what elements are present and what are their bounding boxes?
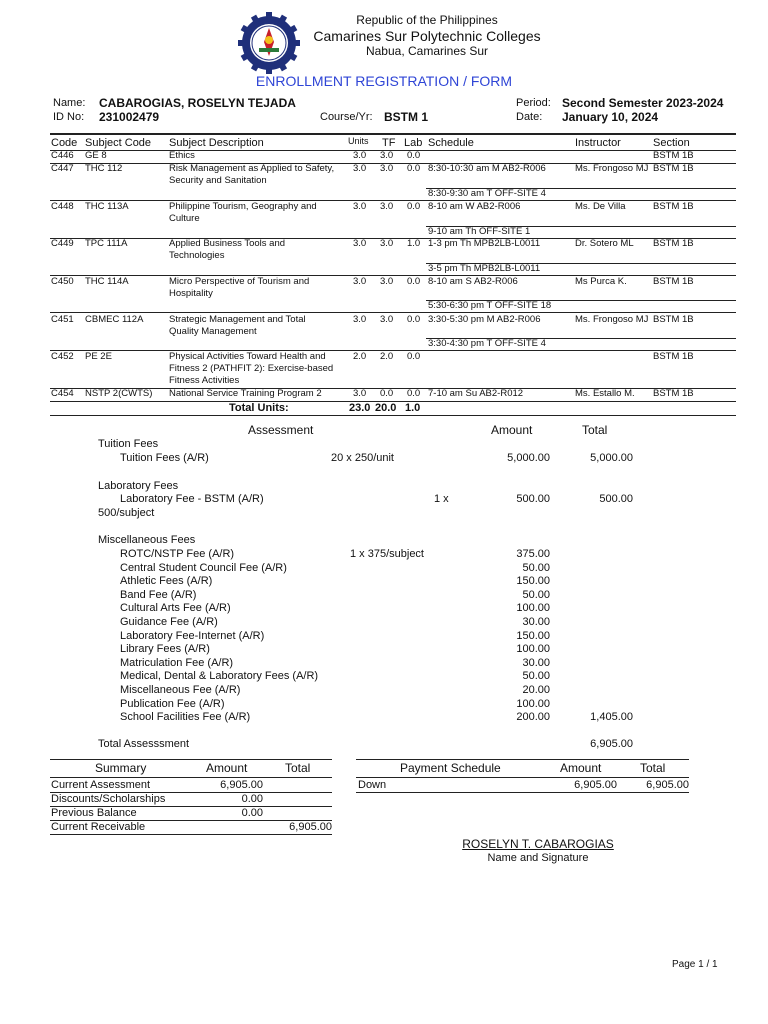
summary-total-heading: Total	[285, 761, 311, 775]
misc-fee-label: Band Fee (A/R)	[120, 589, 197, 601]
col-tf: TF	[382, 137, 396, 149]
id-label: ID No:	[53, 111, 85, 123]
tuition-rate: 20 x 250/unit	[331, 452, 394, 464]
total-lab-value: 1.0	[405, 402, 421, 414]
misc-fee-amount: 30.00	[522, 657, 550, 669]
lab-group: Laboratory Fees	[98, 480, 179, 492]
row-subject-code: THC 114A	[85, 276, 129, 287]
row-code: C452	[51, 351, 74, 362]
row-code: C448	[51, 201, 74, 212]
row-description: Applied Business Tools and	[169, 238, 286, 249]
misc-fee-label: Library Fees (A/R)	[120, 643, 210, 655]
row-instructor: Ms. Frongoso MJ	[575, 163, 649, 174]
lab-rate-unit: 500/subject	[98, 507, 155, 519]
row-tf: 3.0	[380, 276, 394, 287]
college-seal-logo	[238, 12, 300, 74]
summary-bottom-rule	[50, 834, 332, 835]
misc-fee-amount: 150.00	[516, 575, 550, 587]
row-section: BSTM 1B	[653, 163, 694, 174]
summary-row-amount: 0.00	[241, 807, 263, 819]
row-divider	[50, 312, 736, 313]
row-lab: 0.0	[407, 163, 421, 174]
payment-total-heading: Total	[640, 761, 666, 775]
row-description: Micro Perspective of Tourism and	[169, 276, 310, 287]
row-lab: 0.0	[407, 388, 421, 399]
row-tf: 2.0	[380, 351, 394, 362]
payment-bottom-rule	[356, 792, 689, 793]
date-label: Date:	[516, 111, 543, 123]
row-schedule: 8:30-10:30 am M AB2-R006	[428, 163, 546, 174]
lab-total: 500.00	[599, 493, 633, 505]
row-instructor: Ms Purca K.	[575, 276, 627, 287]
row-instructor: Ms. Estallo M.	[575, 388, 635, 399]
row-units: 3.0	[353, 238, 367, 249]
row-code: C450	[51, 276, 74, 287]
misc-fee-amount: 50.00	[522, 670, 550, 682]
form-title: ENROLLMENT REGISTRATION / FORM	[255, 73, 513, 89]
total-units-label: Total Units:	[229, 402, 289, 414]
row-code: C454	[51, 388, 74, 399]
table-top-rule	[50, 133, 736, 135]
row-description: National Service Training Program 2	[169, 388, 322, 399]
misc-fee-amount: 100.00	[516, 643, 550, 655]
tuition-total: 5,000.00	[590, 452, 633, 464]
row-divider	[50, 275, 736, 276]
row-schedule: 3:30-5:30 pm M AB2-R006	[428, 314, 541, 325]
misc-group: Miscellaneous Fees	[98, 534, 196, 546]
misc-fee-label: School Facilities Fee (A/R)	[120, 711, 251, 723]
summary-row-label: Previous Balance	[51, 807, 137, 819]
payment-row-amount: 6,905.00	[574, 779, 617, 791]
row-units: 2.0	[353, 351, 367, 362]
row-divider	[50, 200, 736, 201]
col-schedule: Schedule	[428, 137, 474, 149]
lab-item: Laboratory Fee - BSTM (A/R)	[120, 493, 264, 505]
row-schedule: 8-10 am S AB2-R006	[428, 276, 518, 287]
row-description: Risk Management as Applied to Safety,	[169, 163, 335, 174]
misc-fee-label: Medical, Dental & Laboratory Fees (A/R)	[120, 670, 319, 682]
assessment-total-heading: Total	[582, 423, 608, 437]
payment-heading: Payment Schedule	[400, 761, 501, 775]
row-description-cont: Security and Sanitation	[169, 175, 267, 186]
misc-fee-amount: 375.00	[516, 548, 550, 560]
course-label: Course/Yr:	[320, 111, 373, 123]
row-instructor: Ms. De Villa	[575, 201, 626, 212]
total-units-value: 23.0	[349, 402, 371, 414]
course-value: BSTM 1	[384, 110, 429, 124]
lab-amount: 500.00	[516, 493, 550, 505]
col-code: Code	[51, 137, 78, 149]
summary-row-label: Discounts/Scholarships	[51, 793, 166, 805]
misc-fee-label: Publication Fee (A/R)	[120, 698, 225, 710]
row-schedule-2: 3-5 pm Th MPB2LB-L0011	[428, 263, 541, 274]
row-description: Ethics	[169, 150, 195, 161]
row-divider	[50, 350, 736, 351]
col-instructor: Instructor	[575, 137, 621, 149]
total-assessment-label: Total Assesssment	[98, 738, 190, 750]
row-schedule-2: 3:30-4:30 pm T OFF-SITE 4	[428, 338, 546, 349]
row-code: C451	[51, 314, 74, 325]
row-description-cont: Fitness 2 (PATHFIT 2): Exercise-based	[169, 363, 334, 374]
row-tf: 3.0	[380, 201, 394, 212]
misc-fee-label: Central Student Council Fee (A/R)	[120, 562, 287, 574]
row-tf: 3.0	[380, 314, 394, 325]
misc-fee-amount: 20.00	[522, 684, 550, 696]
row-instructor: Dr. Sotero ML	[575, 238, 634, 249]
row-description-cont: Hospitality	[169, 288, 213, 299]
misc-fee-amount: 150.00	[516, 630, 550, 642]
row-subject-code: THC 112	[85, 163, 123, 174]
summary-row-label: Current Receivable	[51, 821, 146, 833]
signature-caption: Name and Signature	[487, 852, 589, 864]
row-schedule: 8-10 am W AB2-R006	[428, 201, 521, 212]
misc-fee-amount: 50.00	[522, 562, 550, 574]
row-units: 3.0	[353, 201, 367, 212]
college-name: Camarines Sur Polytechnic Colleges	[313, 28, 541, 44]
row-lab: 0.0	[407, 351, 421, 362]
row-units: 3.0	[353, 163, 367, 174]
misc-fee-label: Cultural Arts Fee (A/R)	[120, 602, 231, 614]
row-lab: 0.0	[407, 150, 421, 161]
misc-fee-amount: 200.00	[516, 711, 550, 723]
misc-fee-label: Athletic Fees (A/R)	[120, 575, 213, 587]
payment-header-rule	[356, 777, 689, 778]
row-instructor: Ms. Frongoso MJ	[575, 314, 649, 325]
misc-fee-amount: 30.00	[522, 616, 550, 628]
total-tf-value: 20.0	[375, 402, 397, 414]
col-units: Units	[348, 136, 369, 146]
row-description: Strategic Management and Total	[169, 314, 306, 325]
name-label: Name:	[53, 97, 86, 109]
tuition-item: Tuition Fees (A/R)	[120, 452, 209, 464]
misc-fee-amount: 100.00	[516, 698, 550, 710]
row-subject-code: THC 113A	[85, 201, 129, 212]
row-section: BSTM 1B	[653, 388, 694, 399]
misc-rate: 1 x 375/subject	[350, 548, 424, 560]
row-subject-code: CBMEC 112A	[85, 314, 144, 325]
row-subject-code: PE 2E	[85, 351, 112, 362]
col-lab: Lab	[404, 137, 423, 149]
misc-fee-label: Laboratory Fee-Internet (A/R)	[120, 630, 265, 642]
payment-top-rule	[356, 759, 689, 760]
summary-amount-heading: Amount	[206, 761, 248, 775]
row-code: C446	[51, 150, 74, 161]
row-section: BSTM 1B	[653, 351, 694, 362]
row-schedule-2: 8:30-9:30 am T OFF-SITE 4	[428, 188, 546, 199]
page-number: Page 1 / 1	[672, 959, 718, 970]
summary-row-amount: 0.00	[241, 793, 263, 805]
misc-fee-amount: 100.00	[516, 602, 550, 614]
row-tf: 0.0	[380, 388, 394, 399]
misc-fee-label: Guidance Fee (A/R)	[120, 616, 218, 628]
row-description-cont-2: Fitness Activities	[169, 375, 240, 386]
col-subject-code: Subject Code	[85, 137, 152, 149]
assessment-amount-heading: Amount	[491, 423, 533, 437]
summary-heading: Summary	[95, 761, 147, 775]
row-section: BSTM 1B	[653, 150, 694, 161]
college-address: Nabua, Camarines Sur	[365, 44, 489, 58]
misc-fee-label: Matriculation Fee (A/R)	[120, 657, 234, 669]
row-schedule: 1-3 pm Th MPB2LB-L0011	[428, 238, 541, 249]
row-subject-code: NSTP 2(CWTS)	[85, 388, 153, 399]
republic-line: Republic of the Philippines	[356, 13, 498, 27]
col-section: Section	[653, 137, 690, 149]
signatory-name: ROSELYN T. CABAROGIAS	[462, 837, 614, 851]
total-assessment-value: 6,905.00	[590, 738, 633, 750]
tuition-group: Tuition Fees	[98, 438, 159, 450]
row-subject-code: GE 8	[85, 150, 107, 161]
row-description-cont: Quality Management	[169, 326, 257, 337]
period-label: Period:	[516, 97, 551, 109]
row-description-cont: Culture	[169, 213, 200, 224]
row-tf: 3.0	[380, 238, 394, 249]
payment-row-label: Down	[358, 779, 387, 791]
misc-fee-label: Miscellaneous Fee (A/R)	[120, 684, 241, 696]
row-units: 3.0	[353, 150, 367, 161]
col-description: Subject Description	[169, 137, 264, 149]
row-units: 3.0	[353, 276, 367, 287]
date-value: January 10, 2024	[562, 110, 659, 124]
row-units: 3.0	[353, 388, 367, 399]
row-subject-code: TPC 111A	[85, 238, 128, 249]
summary-row-total: 6,905.00	[289, 821, 332, 833]
summary-header-rule	[50, 777, 332, 778]
row-schedule: 7-10 am Su AB2-R012	[428, 388, 524, 399]
misc-fee-amount: 50.00	[522, 589, 550, 601]
row-description: Philippine Tourism, Geography and	[169, 201, 317, 212]
payment-row-total: 6,905.00	[646, 779, 689, 791]
row-section: BSTM 1B	[653, 238, 694, 249]
summary-top-rule	[50, 759, 332, 760]
summary-row-amount: 6,905.00	[220, 779, 263, 791]
row-lab: 0.0	[407, 201, 421, 212]
student-name: CABAROGIAS, ROSELYN TEJADA	[99, 96, 296, 110]
row-code: C449	[51, 238, 74, 249]
row-lab: 0.0	[407, 314, 421, 325]
row-lab: 0.0	[407, 276, 421, 287]
misc-fee-label: ROTC/NSTP Fee (A/R)	[120, 548, 235, 560]
student-id: 231002479	[99, 110, 160, 124]
tuition-amount: 5,000.00	[507, 452, 550, 464]
payment-amount-heading: Amount	[560, 761, 602, 775]
row-section: BSTM 1B	[653, 201, 694, 212]
summary-row-label: Current Assessment	[51, 779, 151, 791]
row-tf: 3.0	[380, 150, 394, 161]
assessment-heading: Assessment	[248, 423, 314, 437]
row-code: C447	[51, 163, 74, 174]
row-schedule-2: 9-10 am Th OFF-SITE 1	[428, 226, 531, 237]
row-description-cont: Technologies	[169, 250, 225, 261]
table-bottom-rule	[50, 415, 736, 416]
row-section: BSTM 1B	[653, 276, 694, 287]
row-units: 3.0	[353, 314, 367, 325]
lab-rate: 1 x	[434, 493, 449, 505]
row-lab: 1.0	[407, 238, 421, 249]
misc-total: 1,405.00	[590, 711, 633, 723]
row-tf: 3.0	[380, 163, 394, 174]
row-section: BSTM 1B	[653, 314, 694, 325]
period-value: Second Semester 2023-2024	[562, 96, 724, 110]
row-schedule-2: 5:30-6:30 pm T OFF-SITE 18	[428, 300, 552, 311]
row-description: Physical Activities Toward Health and	[169, 351, 326, 362]
